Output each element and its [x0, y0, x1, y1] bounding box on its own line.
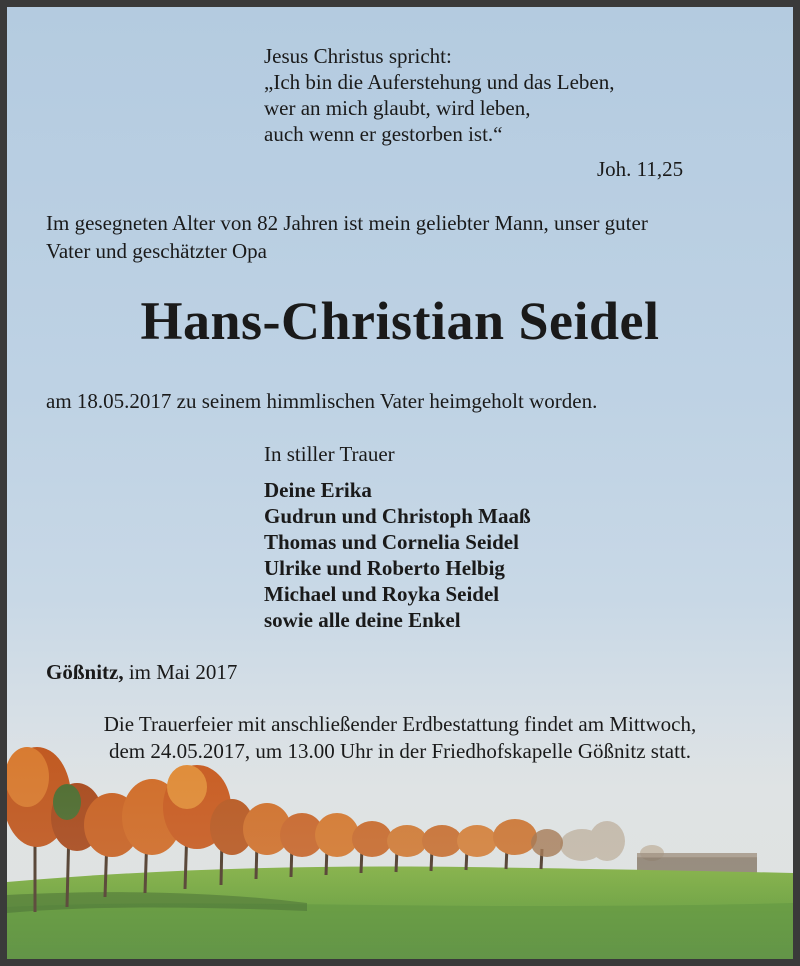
- intro-line: Vater und geschätzter Opa: [46, 239, 267, 263]
- quote-reference: Joh. 11,25: [597, 157, 684, 181]
- funeral-line: Die Trauerfeier mit anschließender Erdbestattung findet am Mittwoch,: [103, 712, 697, 736]
- date: im Mai 2017: [128, 660, 238, 684]
- quote-line: auch wenn er gestorben ist.“: [264, 122, 503, 146]
- mourner-name: sowie alle deine Enkel: [264, 608, 461, 632]
- place-date: [46, 659, 237, 685]
- mourner-name: Michael und Royka Seidel: [264, 582, 500, 606]
- funeral-info: [7, 711, 793, 765]
- quote-line: „Ich bin die Auferstehung und das Leben,: [264, 70, 615, 94]
- mourner-name: Gudrun und Christoph Maaß: [264, 504, 531, 528]
- obituary-notice: [7, 7, 793, 959]
- deceased-name: Hans-Christian Seidel: [140, 291, 660, 351]
- place: Gößnitz,: [46, 660, 124, 684]
- intro-text: [46, 210, 648, 266]
- mourner-name: Thomas und Cornelia Seidel: [264, 530, 519, 554]
- mourners-heading: In stiller Trauer: [264, 442, 395, 466]
- quote-line: wer an mich glaubt, wird leben,: [264, 96, 531, 120]
- bible-quote: [264, 43, 614, 147]
- intro-line: Im gesegneten Alter von 82 Jahren ist mein geliebter Mann, unser guter: [46, 211, 648, 235]
- death-notice: am 18.05.2017 zu seinem himmlischen Vater heimgeholt worden.: [46, 389, 598, 413]
- quote-line: Jesus Christus spricht:: [264, 44, 452, 68]
- mourner-name: Deine Erika: [264, 478, 372, 502]
- funeral-line: dem 24.05.2017, um 13.00 Uhr in der Friedhofskapelle Gößnitz statt.: [108, 739, 692, 763]
- mourner-name: Ulrike und Roberto Helbig: [264, 556, 505, 580]
- mourners-list: [264, 477, 531, 633]
